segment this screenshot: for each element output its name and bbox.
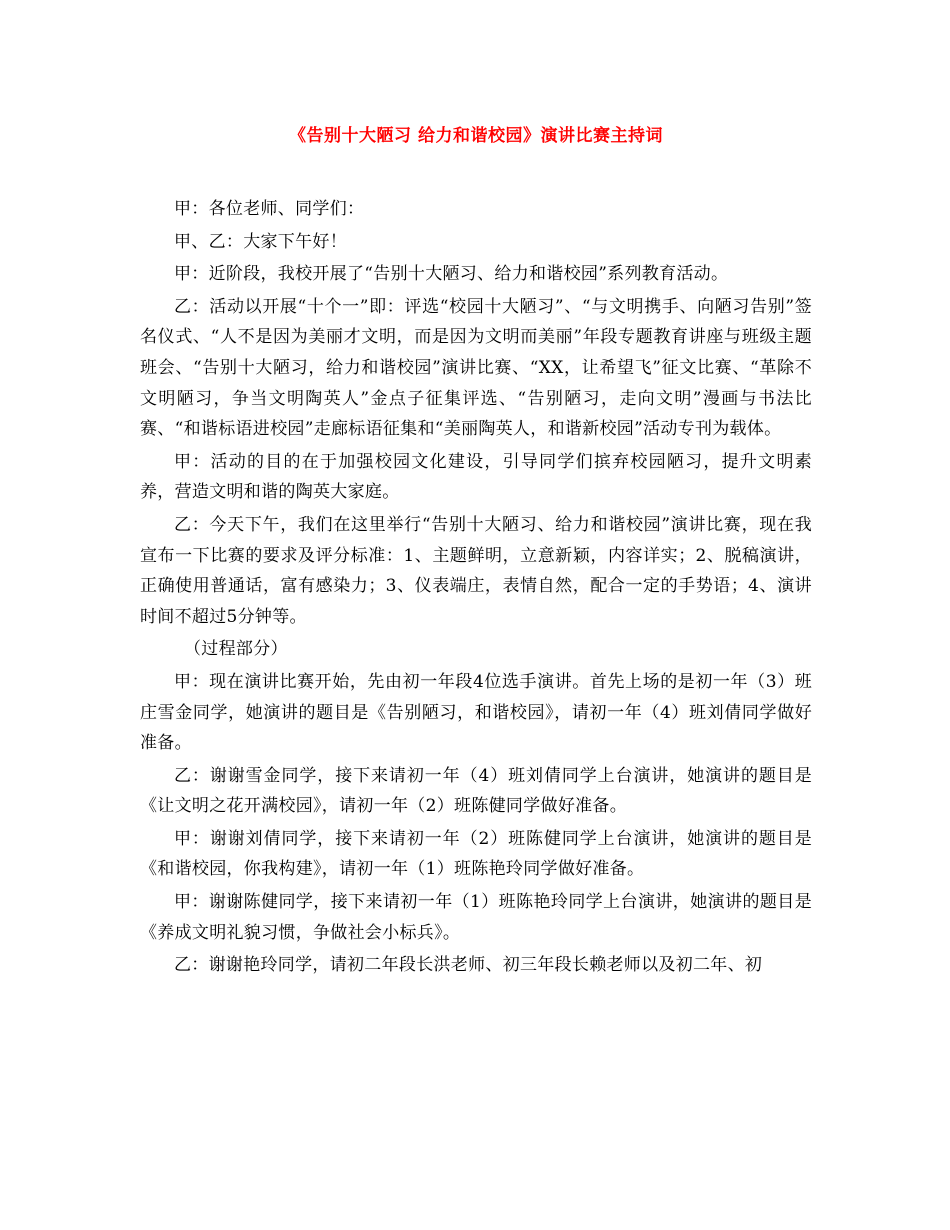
document-title: 《告别十大陋习 给力和谐校园》演讲比赛主持词 <box>289 126 663 146</box>
paragraph-purpose: 甲：活动的目的在于加强校园文化建设，引导同学们摈弃校园陋习，提升文明素养，营造文明和谐的陶英大家庭。 <box>140 451 812 503</box>
paragraph-judges: 乙：谢谢艳玲同学，请初二年段长洪老师、初三年段长赖老师以及初二年、初 <box>174 955 763 976</box>
paragraph-speaker-4: 甲：谢谢陈健同学，接下来请初一年（1）班陈艳玲同学上台演讲，她演讲的题目是《养成文明礼貌习惯，争做社会小标兵》。 <box>140 892 812 943</box>
paragraph-speaker-3: 甲：谢谢刘倩同学，接下来请初一年（2）班陈健同学上台演讲，她演讲的题目是《和谐校园，你我构建》，请初一年（1）班陈艳玲同学做好准备。 <box>140 828 812 880</box>
document-page <box>140 118 812 983</box>
paragraph-process-note: （过程部分） <box>184 639 288 660</box>
paragraph-speaker-2: 乙：谢谢雪金同学，接下来请初一年（4）班刘倩同学上台演讲，她演讲的题目是《让文明之花开满校园》，请初一年（2）班陈健同学做好准备。 <box>140 765 812 817</box>
paragraph-ten-ones: 乙：活动以开展“十个一”即：评选“校园十大陋习”、“与文明携手、向陋习告别”签名仪式、“人不是因为美丽才文明，而是因为文明而美丽”年段专题教育讲座与班级主题班会、“告别十大陋习，给力和谐校园”演讲比赛、“XX，让希望飞”征文比赛、“革除不文明陋习，争当文明陶英人”金点子征集评选、“告别陋习，走向文明”漫画与书法比赛、“和谐标语进校园”走廊标语征集和“美丽陶英人，和谐新校园”活动专刊为载体。 <box>140 296 812 440</box>
paragraph-greeting: 甲：各位老师、同学们： <box>174 199 365 219</box>
paragraph-speaker-1: 甲：现在演讲比赛开始，先由初一年段4位选手演讲。首先上场的是初一年（3）班庄雪金同学，她演讲的题目是《告别陋习，和谐校园》，请初一年（4）班刘倩同学做好准备。 <box>140 671 812 754</box>
paragraph-good-afternoon: 甲、乙：大家下午好！ <box>174 231 347 252</box>
paragraph-rules: 乙：今天下午，我们在这里举行“告别十大陋习、给力和谐校园”演讲比赛，现在我宣布一下比赛的要求及评分标准：1、主题鲜明，立意新颖，内容详实；2、脱稿演讲，正确使用普通话，富有感染力；3、仪表端庄，表情自然，配合一定的手势语；4、演讲时间不超过5分钟等。 <box>140 514 812 627</box>
paragraph-activity-intro: 甲：近阶段，我校开展了“告别十大陋习、给力和谐校园”系列教育活动。 <box>174 264 729 285</box>
